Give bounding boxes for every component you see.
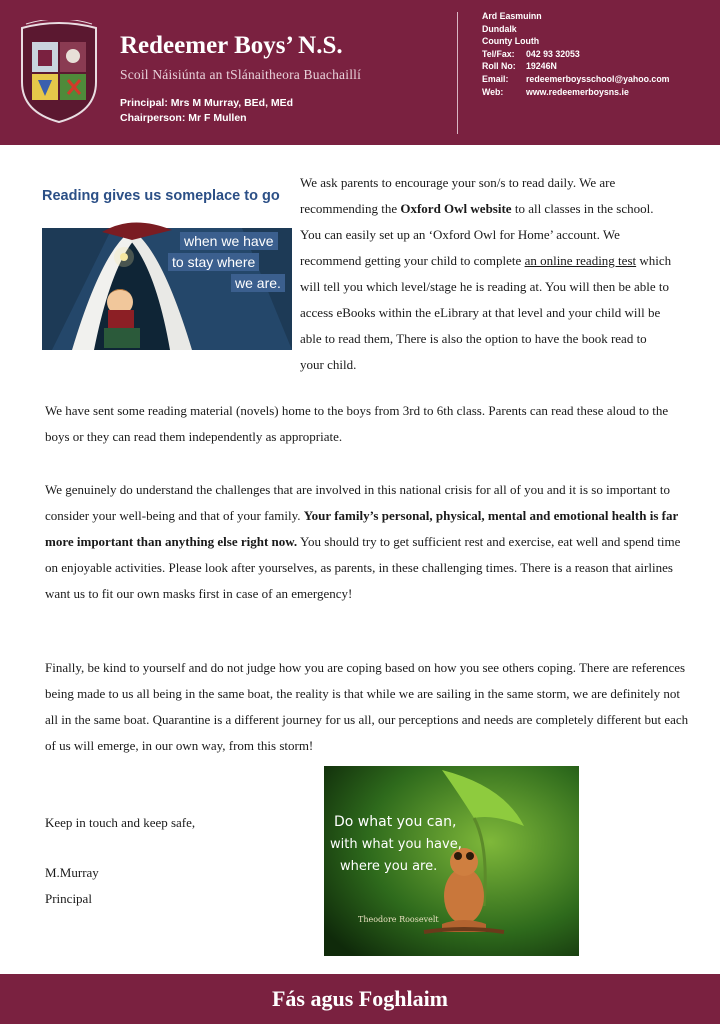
address-line: Ard Easmuinn — [482, 11, 542, 21]
paragraph-text: We genuinely do understand the challenges that are involved in this national crisis for all of you and it is so important to consider your well-being and that of your family. — [45, 482, 670, 523]
school-name: Redeemer Boys’ N.S. — [120, 32, 343, 59]
signature-title: Principal — [45, 891, 92, 906]
quote-line: where you are. — [340, 859, 438, 874]
paragraph-text: You should try to get sufficient rest and exercise, eat well and spend time on enjoyable activities. Please look after yourselves, as parents, in these challenging times. There is a reason that airlines want us to fit our own masks first in case of an emergency! — [45, 534, 681, 601]
reading-image-line: to stay where — [168, 253, 259, 271]
principal-line: Principal: Mrs M Murray, BEd, MEd — [120, 97, 294, 109]
paragraph-text: to all classes in the school. You can easily set up an ‘Oxford Owl for Home’ account. We recommend getting your child to complete — [300, 201, 654, 268]
header-divider — [457, 12, 458, 134]
paragraph-reading-material: We have sent some reading material (novels) home to the boys from 3rd to 6th class. Parents can read these aloud to the boys or they can read them independently as appropriate. — [45, 403, 669, 444]
signoff: Keep in touch and keep safe, — [45, 815, 196, 830]
contact-value: 19246N — [526, 61, 557, 72]
oxford-owl-bold: Oxford Owl website — [400, 201, 512, 216]
school-crest-logo — [18, 20, 100, 124]
reading-image-line: when we have — [180, 232, 278, 250]
frog-quote-image — [324, 766, 579, 956]
paragraph-storm: Finally, be kind to yourself and do not judge how you are coping based on how you see others coping. There are references being made to us all being in the same boat, the reality is that while we are sailing in the same storm, we are definitely not all in the same boat. Quarantine is a different journey for us all, our perceptions and needs are completely different but each of us will emerge, in our own way, from this storm! — [45, 660, 689, 753]
contact-label: Tel/Fax: — [482, 48, 515, 59]
quote-line: Do what you can, — [334, 814, 457, 830]
contact-label: Web: — [482, 86, 504, 97]
school-name-irish: Scoil Náisiúnta an tSlánaitheora Buachaillí — [120, 67, 362, 82]
staff-info — [120, 96, 293, 125]
wellbeing-bold: Your family’s personal, physical, mental and emotional health is far more important than anything else right now. — [45, 508, 678, 549]
reading-image-title: Reading gives us someplace to go — [42, 188, 280, 204]
address-line: County Louth — [482, 36, 540, 47]
signature-name: M.Murray — [45, 865, 99, 880]
paragraph-text: which will tell you which level/stage he is reading at. You will then be able to access eBooks within the eLibrary at that level and your child will be able to read them, There is also the option to have the book read to your child. — [300, 253, 672, 372]
contact-row — [482, 60, 670, 73]
letterhead — [0, 0, 720, 145]
quote-line: with what you have, — [330, 837, 462, 852]
quote-author: Theodore Roosevelt — [358, 915, 439, 924]
chairperson-line: Chairperson: Mr F Mullen — [120, 111, 247, 124]
reading-image-line: we are. — [231, 274, 285, 292]
contact-label: Email: — [482, 73, 509, 84]
paragraph-oxford-owl — [300, 170, 672, 378]
contact-label: Roll No: — [482, 61, 516, 72]
footer-banner — [0, 974, 720, 1024]
address-line: Dundalk — [482, 23, 517, 34]
paragraph-text: We ask parents to encourage your son/s to read daily. We are recommending the — [300, 175, 616, 216]
paragraph-wellbeing — [45, 477, 695, 607]
contact-value: 042 93 32053 — [526, 48, 580, 59]
signature-block — [45, 860, 99, 912]
school-motto: Fás agus Foghlaim — [271, 986, 449, 1011]
contact-row — [482, 48, 670, 61]
online-reading-test-link[interactable]: an online reading test — [524, 253, 637, 268]
website-link[interactable]: www.redeemerboysns.ie — [526, 86, 629, 97]
email-link[interactable]: redeemerboysschool@yahoo.com — [526, 73, 670, 84]
contact-row — [482, 86, 670, 99]
contact-block — [482, 10, 670, 98]
contact-row — [482, 73, 670, 86]
